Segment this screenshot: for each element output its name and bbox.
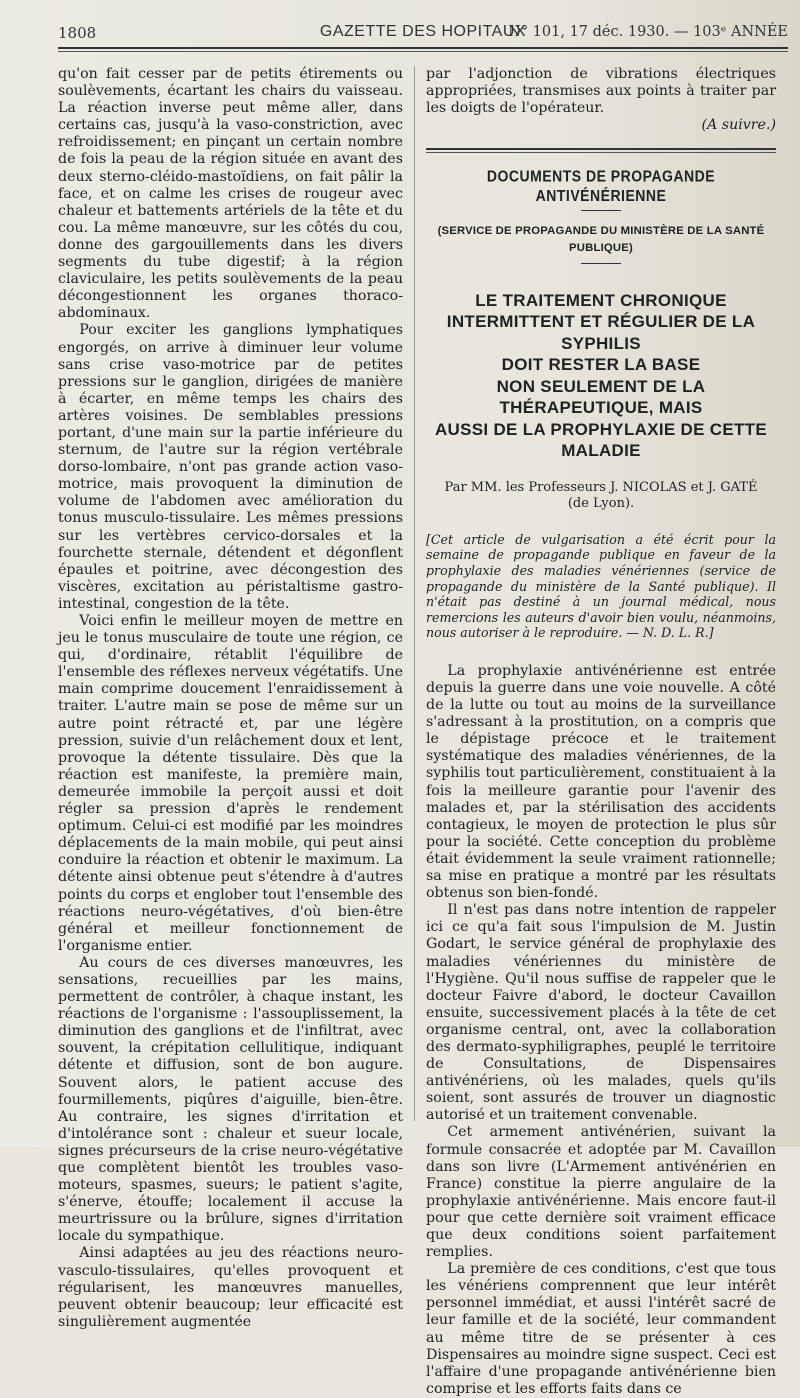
continuation-text: par l'adjonction de vibrations électriques appropriées, transmises aux points à traiter par les doigts de l'opérateur. <box>426 66 776 117</box>
short-rule <box>581 210 621 211</box>
header-rule-thin <box>58 51 788 52</box>
right-paragraph: Il n'est pas dans notre intention de rappeler ici ce qu'a fait sous l'impulsion de M. Justin Godart, le service général de prophylaxie des maladies vénériennes du ministère de l'Hygiène. Qu'il nous suffise de rappeler que le docteur Faivre d'abord, le docteur Cavaillon ensuite, successivement placés à la tête de cet organisme central, ont, avec la collaboration des dermato-syphiligraphes, peuplé le territoire de Consultations, de Dispensaires antivénériens, où les malades, quels qu'ils soient, sont assurés de trouver un diagnostic autorisé et un traitement convenable. <box>426 902 776 1124</box>
service-line: (SERVICE DE PROPAGANDE DU MINISTÈRE DE LA SANTÉ PUBLIQUE) <box>437 224 765 254</box>
authors <box>426 480 776 512</box>
header-rule <box>58 47 788 49</box>
article-title-line: DOIT RESTER LA BASE <box>501 355 701 375</box>
editor-note: [Cet article de vulgarisation a été écrit pour la semaine de propagande publique en faveur de la prophylaxie des maladies vénériennes (service de propagande du ministère de la Santé publique). Il n'était pas destiné à un journal médical, nous remercions les auteurs d'avoir bien voulu, néanmoins, nous autoriser à le reproduire. — N. D. L. R.] <box>426 531 776 641</box>
left-paragraph: Au cours de ces diverses manœuvres, les sensations, recueillies par les mains, permettent de contrôler, à chaque instant, les réactions de l'organisme : l'assouplissement, la diminution des ganglions et de l'infiltrat, avec souvent, la crépitation cellulitique, indiquant détente et diffusion, sont de bon augure. Souvent alors, le patient accuse des fourmillements, piqûres d'aiguille, bien-être. Au contraire, les signes d'irritation et d'intolérance sont : chaleur et sueur locale, signes précurseurs de la crise neuro-végétative que complètent bientôt les troubles vaso-moteurs, spasmes, sueurs; le patient s'agite, s'énerve, étouffe; localement il accuse la meurtrissure ou la brûlure, signes d'irritation locale du sympathique. <box>58 954 403 1245</box>
article-title-line: INTERMITTENT ET RÉGULIER DE LA SYPHILIS <box>446 312 756 353</box>
issue-info: N° 101, 17 déc. 1930. — 103ᵉ ANNÉE <box>508 24 788 40</box>
left-paragraph: Ainsi adaptées au jeu des réactions neuro-vasculo-tissulaires, qu'elles provoquent et régularisent, les manœuvres manuelles, peuvent obtenir beaucoup; leur efficacité est singulièrement augmentée <box>58 1245 403 1330</box>
section-rule <box>426 148 776 153</box>
right-column <box>426 66 776 1398</box>
article-title-line: AUSSI DE LA PROPHYLAXIE DE CETTE MALADIE <box>434 419 767 461</box>
page-number: 1808 <box>58 24 97 42</box>
short-rule <box>581 263 621 264</box>
section-title: DOCUMENTS DE PROPAGANDE ANTIVÉNÉRIENNE <box>486 166 716 205</box>
right-paragraph: La première de ces conditions, c'est que tous les vénériens comprennent que leur intérêt personnel immédiat, et aussi l'intérêt sacré de leur famille et de la société, leur commandent au même titre de se présenter à ces Dispensaires au moindre signe suspect. Ceci est l'affaire d'une propagande antivénérienne bien comprise et les efforts faits dans ce <box>426 1261 776 1397</box>
to-be-continued: (A suivre.) <box>701 117 776 134</box>
page-header <box>58 20 788 42</box>
article-title-line: NON SEULEMENT DE LA THÉRAPEUTIQUE, MAIS <box>496 376 706 418</box>
left-column <box>58 66 403 1331</box>
authors-line: Par MM. les Professeurs J. NICOLAS et J. GATÉ <box>444 479 758 495</box>
article-title-line: LE TRAITEMENT CHRONIQUE <box>475 290 727 310</box>
journal-title: GAZETTE DES HOPITAUX <box>319 23 527 40</box>
left-paragraph: Pour exciter les ganglions lymphatiques engorgés, on arrive à diminuer leur volume sans crise vaso-motrice par de petites pressions sur le ganglion, dirigées de manière à écarter, en même temps les chairs des artères voisines. De semblables pressions portant, d'une main sur la partie inférieure du sternum, de l'autre sur la région vertébrale dorso-lombaire, n'ont pas grande action vaso-motrice, mais provoquent la diminution de volume de l'abdomen avec amélioration du tonus musculo-tissulaire. Les mêmes pressions sur les vertèbres cervico-dorsales et la fourchette sternale, détendent et dégonflent épaules et poitrine, avec décongestion des viscères, excitation au péristaltisme gastro-intestinal, congestion de la tête. <box>58 322 403 612</box>
authors-affiliation: (de Lyon). <box>567 495 635 511</box>
left-paragraph: Voici enfin le meilleur moyen de mettre en jeu le tonus musculaire de toute une région, ce qui, d'ordinaire, rétablit l'équilibre de l'ensemble des réflexes nerveux végétatifs. Une main comprime doucement l'enraidissement à traiter. L'autre main se pose de même sur un autre point rétracté et, par une légère pression, suivie d'un relâchement doux et lent, provoque la détente tissulaire. Dès que la réaction est manifeste, la première main, demeurée immobile la perçoit aussi et doit régler sa pression d'après le rendement optimum. Celui-ci est modifié par les moindres déplacements de la main mobile, qui peut ainsi conduire la réaction et obtenir le maximum. La détente ainsi obtenue peut s'étendre à d'autres points du corps et englober tout l'ensemble des réactions neuro-végétatives, d'où bien-être général et meilleur fonctionnement de l'organisme entier. <box>58 613 403 954</box>
article-title <box>426 290 776 462</box>
column-divider <box>414 66 415 1121</box>
right-paragraph: Cet armement antivénérien, suivant la formule consacrée et adoptée par M. Cavaillon dans son livre (L'Armement antivénérien en France) constitue la pierre angulaire de la prophylaxie antivénérienne. Mais encore faut-il pour que cette dernière soit vraiment efficace que deux conditions soient parfaitement remplies. <box>426 1124 776 1261</box>
right-paragraph: La prophylaxie antivénérienne est entrée depuis la guerre dans une voie nouvelle. A côté de la lutte ou tout au moins de la surveillance s'adressant à la prostitution, on a compris que le dépistage précoce et le traitement systématique des maladies vénériennes, de la syphilis tout particulièrement, constituaient à la fois la meilleure garantie pour l'avenir des malades et, par la stérilisation des accidents contagieux, le moyen de protection le plus sûr pour la société. Cette conception du problème était évidemment la seule vraiment rationnelle; sa mise en pratique a montré par les résultats obtenus son bien-fondé. <box>426 662 776 902</box>
left-paragraph: qu'on fait cesser par de petits étirements ou soulèvements, écartant les chairs du vaisseau. La réaction inverse peut même aller, dans certains cas, jusqu'à la vaso-constriction, avec refroidissement; en pinçant un certain nombre de fois la peau de la région située en avant des deux sterno-cléido-mastoïdiens, on fait pâlir la face, et on calme les crises de rougeur avec chaleur et battements artériels de la tête et du cou. La même manœuvre, sur les côtés du cou, donne des gargouillements dans les divers segments du tube digestif; à la région claviculaire, les petits soulèvements de la peau décongestionnent les organes thoraco-abdominaux. <box>58 66 403 322</box>
